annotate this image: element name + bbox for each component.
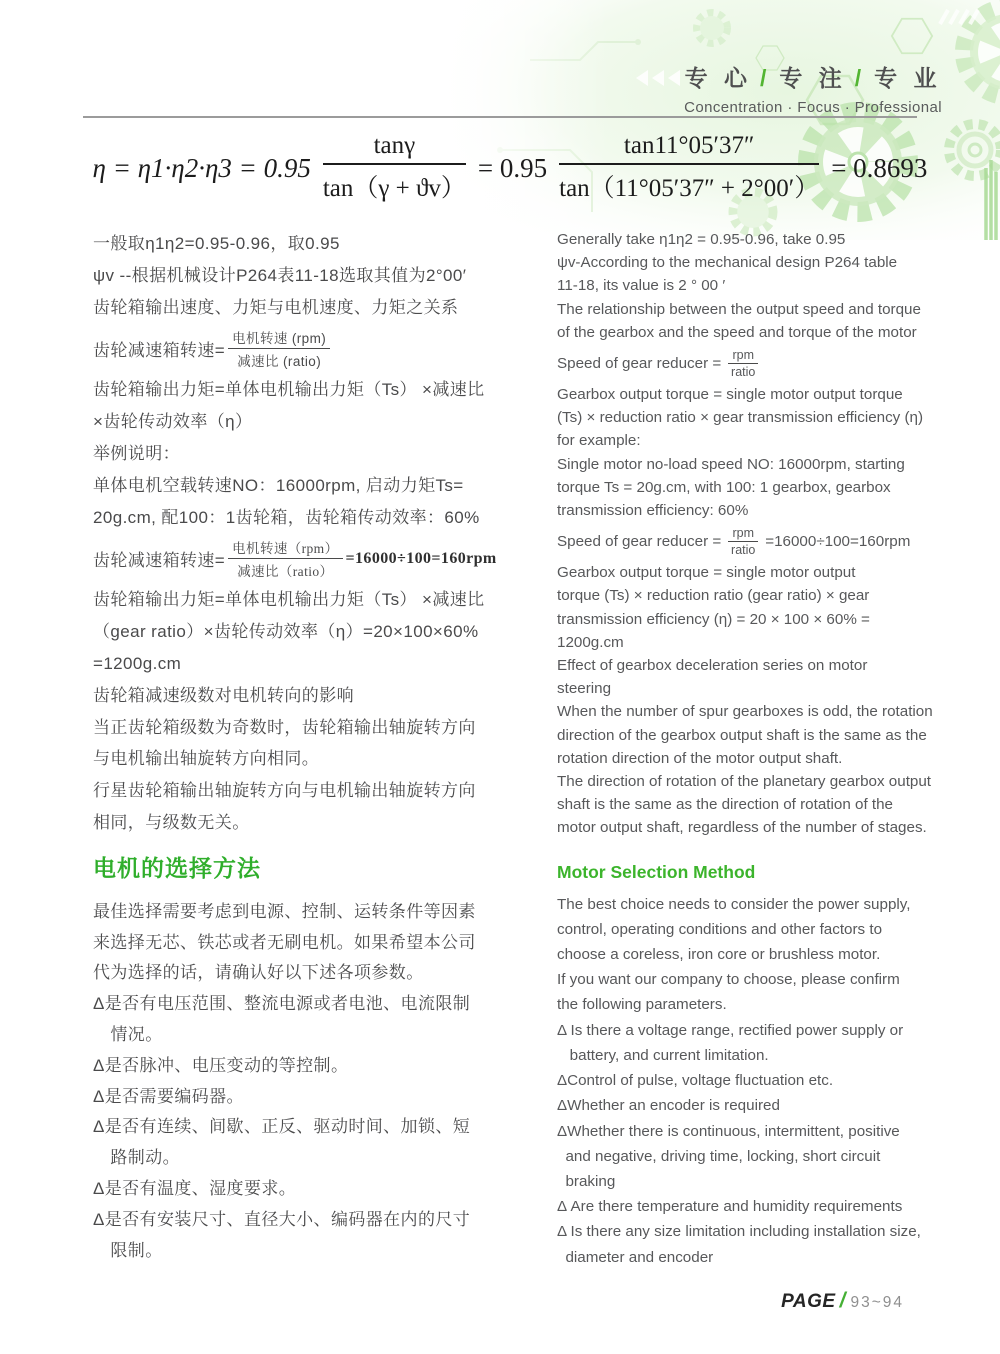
fraction-numerator: tan11°05′37″ xyxy=(559,132,819,165)
text-line: ΔControl of pulse, voltage fluctuation etc. xyxy=(557,1072,834,1090)
fraction-numerator: rpm xyxy=(728,348,758,364)
fraction-denominator: 减速比 (ratio) xyxy=(237,354,322,370)
text-line: Δ是否有连续、间歇、正反、驱动时间、加锁、短 xyxy=(93,1117,471,1137)
right-section-body xyxy=(557,892,972,1270)
slash-separator: / xyxy=(759,65,772,91)
left-column-body xyxy=(93,228,525,839)
text-line: Generally take η1η2 = 0.95-0.96, take 0.95 xyxy=(557,231,846,248)
fraction-prefix: Speed of gear reducer = xyxy=(557,355,726,373)
text-line: choose a coreless, iron core or brushless motor. xyxy=(557,946,881,964)
text-line: the following parameters. xyxy=(557,996,727,1014)
text-line: Single motor no-load speed NO: 16000rpm, starting xyxy=(557,455,905,473)
text-line: =1200g.cm xyxy=(93,653,182,673)
fraction-prefix: Speed of gear reducer = xyxy=(557,533,726,551)
text-line: Δ是否脉冲、电压变动的等控制。 xyxy=(93,1055,349,1075)
text-line: rotation direction of the motor output shaft. xyxy=(557,749,843,767)
text-line: Δ Is there any size limitation including installation size, xyxy=(557,1223,921,1241)
text-line: 限制。 xyxy=(93,1240,163,1260)
formula-fraction-2 xyxy=(559,132,819,204)
slogan-chinese xyxy=(684,60,942,93)
text-line: torque (Ts) × reduction ratio (gear ratio) × gear xyxy=(557,587,870,605)
text-line: Δ Is there a voltage range, rectified power supply or xyxy=(557,1021,904,1039)
left-section-title: 电机的选择方法 xyxy=(93,854,261,881)
slogan-part: 专 心 xyxy=(684,65,752,91)
fraction-numerator: 电机转速 (rpm) xyxy=(228,327,330,349)
page-label: PAGE xyxy=(781,1291,836,1312)
text-line: When the number of spur gearboxes is odd, the rotation xyxy=(557,703,933,721)
formula-fraction-1 xyxy=(323,132,466,204)
text-line: 一般取η1η2=0.95-0.96，取0.95 xyxy=(93,234,340,253)
text-line: Δ是否有电压范围、整流电源或者电池、电流限制 xyxy=(93,994,471,1014)
text-line: for example: xyxy=(557,432,641,450)
text-line: transmission efficiency (η) = 20 × 100 × 60% = xyxy=(557,610,870,628)
text-line: 单体电机空载转速NO：16000rpm, 启动力矩Ts= xyxy=(93,475,464,495)
text-line: diameter and encoder xyxy=(557,1248,714,1266)
text-line: Gearbox output torque = single motor output torque xyxy=(557,386,903,404)
fraction-numerator: tanγ xyxy=(323,132,466,165)
text-line: transmission efficiency: 60% xyxy=(557,502,749,520)
fraction-prefix: 齿轮减速箱转速= xyxy=(93,341,226,361)
slogan-english: Concentration · Focus · Professional xyxy=(684,99,942,116)
page-footer xyxy=(781,1289,904,1313)
fraction xyxy=(728,526,758,557)
text-line: control, operating conditions and other factors to xyxy=(557,920,883,938)
text-line: ×齿轮传动效率（η） xyxy=(93,412,253,432)
formula-line xyxy=(557,344,972,383)
fraction-suffix: =16000÷100=160rpm xyxy=(345,549,497,567)
right-section-title: Motor Selection Method xyxy=(557,861,756,882)
fraction-denominator: 减速比（ratio） xyxy=(237,564,334,580)
text-line: braking xyxy=(557,1172,616,1190)
footer-slash-separator: / xyxy=(839,1289,846,1312)
text-line: ΔWhether there is continuous, intermittent, positive xyxy=(557,1122,900,1140)
text-line: 最佳选择需要考虑到电源、控制、运转条件等因素 xyxy=(93,901,476,921)
left-column xyxy=(93,228,525,1266)
fraction-prefix: 齿轮减速箱转速= xyxy=(93,551,226,571)
fraction-denominator: ratio xyxy=(731,365,756,380)
text-line: torque Ts = 20g.cm, with 100: 1 gearbox, gearbox xyxy=(557,478,891,496)
formula-equals: = 0.95 xyxy=(477,152,548,183)
text-line: Gearbox output torque = single motor output xyxy=(557,564,856,582)
slogan-part: 专 业 xyxy=(874,65,942,91)
text-line: 与电机输出轴旋转方向相同。 xyxy=(93,749,320,769)
text-line: 11-18, its value is 2 ° 00 ′ xyxy=(557,277,726,295)
fraction-denominator: tan（11°05′37″ + 2°00′） xyxy=(559,175,820,202)
right-column-body xyxy=(557,228,972,840)
efficiency-formula xyxy=(90,126,930,210)
text-line: motor output shaft, regardless of the number of stages. xyxy=(557,819,927,837)
slash-separator: / xyxy=(854,65,867,91)
text-line: If you want our company to choose, please confirm xyxy=(557,971,900,989)
text-line: ΔWhether an encoder is required xyxy=(557,1097,780,1115)
gear-icon xyxy=(697,13,727,43)
text-line: Effect of gearbox deceleration series on motor xyxy=(557,657,868,675)
text-line: 举例说明： xyxy=(93,443,180,463)
formula-line xyxy=(93,323,525,374)
text-line: 来选择无芯、铁芯或者无刷电机。如果希望本公司 xyxy=(93,932,476,952)
text-line: The direction of rotation of the planetary gearbox output xyxy=(557,773,932,791)
edge-stripes xyxy=(986,160,996,240)
text-line: 当正齿轮箱级数为奇数时，齿轮箱输出轴旋转方向 xyxy=(93,717,476,737)
formula-lead: η = η1·η2·η3 = 0.95 xyxy=(92,152,311,183)
fraction-denominator: tan（γ + ϑv） xyxy=(322,175,466,202)
fraction-denominator: ratio xyxy=(731,543,756,558)
fraction xyxy=(228,537,342,580)
formula-result: = 0.8693 xyxy=(831,152,928,183)
text-line: direction of the gearbox output shaft is the same as the xyxy=(557,726,927,744)
text-line: Δ是否有温度、湿度要求。 xyxy=(93,1178,297,1198)
text-line: 相同，与级数无关。 xyxy=(93,812,250,832)
text-line: The best choice needs to consider the power supply, xyxy=(557,895,911,913)
left-section-body xyxy=(93,897,525,1267)
text-line: Δ是否有安装尺寸、直径大小、编码器在内的尺寸 xyxy=(93,1209,471,1229)
text-line: shaft is the same as the direction of rotation of the xyxy=(557,796,894,814)
text-line: steering xyxy=(557,680,612,698)
text-line: 齿轮箱减速级数对电机转向的影响 xyxy=(93,685,354,705)
fraction-suffix: =16000÷100=160rpm xyxy=(760,533,911,551)
fraction xyxy=(228,327,330,370)
text-line: 1200g.cm xyxy=(557,633,624,651)
text-line: ψv-According to the mechanical design P264 table xyxy=(557,254,898,272)
fraction-numerator: 电机转速（rpm） xyxy=(228,537,342,559)
text-line: 行星齿轮箱输出轴旋转方向与电机输出轴旋转方向 xyxy=(93,781,476,801)
text-line: 情况。 xyxy=(93,1024,163,1044)
text-line: (Ts) × reduction ratio × gear transmission efficiency (η) xyxy=(557,409,924,427)
text-line: 齿轮箱输出速度、力矩与电机速度、力矩之关系 xyxy=(93,297,459,317)
text-line: ψv --根据机械设计P264表11-18选取其值为2°00′ xyxy=(93,265,467,285)
text-line: The relationship between the output speed and torque xyxy=(557,300,921,318)
fraction xyxy=(728,348,758,379)
text-line: Δ是否需要编码器。 xyxy=(93,1086,244,1106)
text-line: （gear ratio）×齿轮传动效率（η）=20×100×60% xyxy=(93,622,479,642)
header-divider xyxy=(83,116,917,118)
text-line: 代为选择的话，请确认好以下述各项参数。 xyxy=(93,963,424,983)
text-line: of the gearbox and the speed and torque of the motor xyxy=(557,323,917,341)
text-line: and negative, driving time, locking, short circuit xyxy=(557,1147,881,1165)
text-line: Δ Are there temperature and humidity requirements xyxy=(557,1198,903,1216)
text-line: 路制动。 xyxy=(93,1148,180,1168)
formula-line xyxy=(557,522,972,561)
text-line: 20g.cm, 配100：1齿轮箱，齿轮箱传动效率：60% xyxy=(93,507,480,527)
fraction-numerator: rpm xyxy=(728,526,758,542)
slogan-part: 专 注 xyxy=(779,65,847,91)
formula-line xyxy=(93,533,525,584)
page-number: 93~94 xyxy=(850,1294,904,1311)
text-line: battery, and current limitation. xyxy=(557,1046,769,1064)
text-line: 齿轮箱输出力矩=单体电机输出力矩（Ts） ×减速比 xyxy=(93,380,485,400)
text-line: 齿轮箱输出力矩=单体电机输出力矩（Ts） ×减速比 xyxy=(93,590,485,610)
brand-slogan xyxy=(684,60,942,116)
right-column xyxy=(557,228,972,1270)
